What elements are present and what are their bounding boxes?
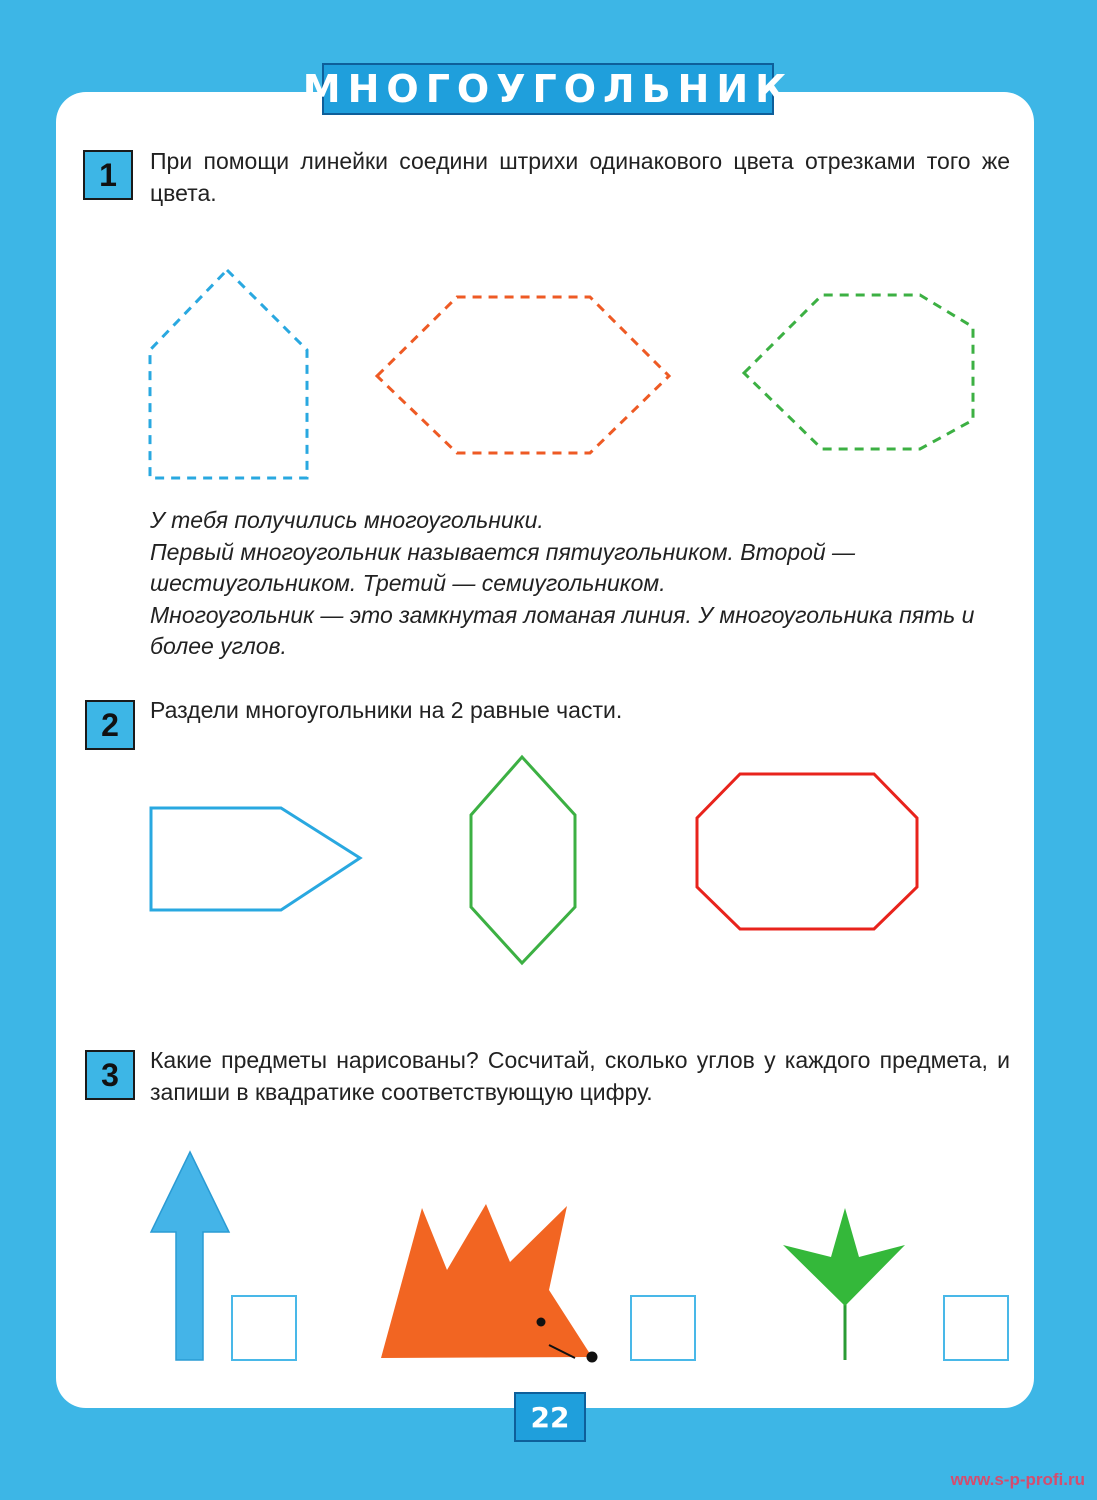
hedgehog-nose xyxy=(587,1352,598,1363)
page-title: МНОГОУГОЛЬНИК xyxy=(322,63,774,115)
green-hexagon xyxy=(471,757,575,963)
task-2-text: Раздели многоугольники на 2 равные части. xyxy=(150,697,623,723)
dashed-pentagon xyxy=(150,270,307,478)
definition-note xyxy=(150,505,1012,663)
task-1-text: При помощи линейки соедини штрихи одинакового цвета отрезками того же цвета. xyxy=(150,148,1010,206)
note-line-2: Первый многоугольник называется пятиугольником. Второй — шестиугольником. Третий — семиугольником. xyxy=(150,538,856,596)
note-line-1: У тебя получились многоугольники. xyxy=(150,507,544,533)
task-1-number: 1 xyxy=(83,150,133,200)
plant-figure xyxy=(783,1208,905,1306)
task-3-text: Какие предметы нарисованы? Сосчитай, сколько углов у каждого предмета, и запиши в квадратике соответствующую цифру. xyxy=(150,1047,1010,1105)
dashed-hexagon xyxy=(377,297,669,453)
answer-box-plant[interactable] xyxy=(943,1295,1009,1361)
answer-box-hedgehog[interactable] xyxy=(630,1295,696,1361)
hedgehog-eye xyxy=(537,1318,546,1327)
dashed-heptagon xyxy=(744,295,973,449)
blue-pentagon xyxy=(151,808,360,910)
note-line-3: Многоугольник — это замкнутая ломаная линия. У многоугольника пять и более углов. xyxy=(150,601,975,659)
arrow-figure xyxy=(151,1152,229,1360)
hedgehog-figure xyxy=(381,1204,592,1358)
page-number: 22 xyxy=(514,1392,586,1442)
watermark: www.s-p-profi.ru xyxy=(950,1470,1085,1489)
red-octagon xyxy=(697,774,917,929)
answer-box-arrow[interactable] xyxy=(231,1295,297,1361)
task-2-number: 2 xyxy=(85,700,135,750)
task-3-number: 3 xyxy=(85,1050,135,1100)
